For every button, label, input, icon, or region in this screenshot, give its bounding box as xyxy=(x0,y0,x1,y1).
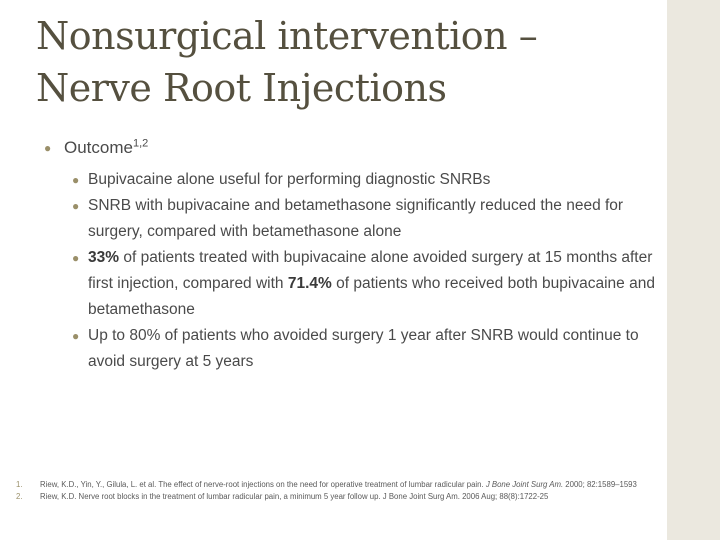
bullet-icon: ● xyxy=(44,141,52,155)
reference-item xyxy=(16,492,656,503)
reference-text: Riew, K.D. Nerve root blocks in the treatment of lumbar radicular pain, a minimum 5 year follow up. J Bone Joint Surg Am. 2006 Aug; 88(8):1722-25 xyxy=(40,491,549,501)
sub-bullet-text: Up to 80% of patients who avoided surgery 1 year after SNRB would continue to avoid surgery at 5 years xyxy=(88,327,639,370)
sub-bullet-item xyxy=(30,167,660,193)
outcome-bullet xyxy=(30,135,660,161)
bullet-icon: ● xyxy=(72,173,80,187)
stat-bupivacaine-alone: 33% xyxy=(88,249,120,266)
sub-bullet-text: of patients treated with bupivacaine alone avoided surgery at 15 months after first injection, compared with xyxy=(88,249,653,292)
decorative-side-bar xyxy=(667,0,720,540)
content-body xyxy=(30,135,660,375)
sub-bullet-text: Bupivacaine alone useful for performing diagnostic SNRBs xyxy=(88,171,491,188)
reference-item xyxy=(16,480,656,491)
title-line-2: Nerve Root Injections xyxy=(36,66,447,110)
sub-bullet-item xyxy=(30,245,660,323)
sub-bullet-text: SNRB with bupivacaine and betamethasone significantly reduced the need for surgery, compared with betamethasone alone xyxy=(88,197,624,240)
slide-title xyxy=(36,10,656,114)
sub-bullet-item xyxy=(30,323,660,375)
outcome-sub-list xyxy=(30,167,660,375)
bullet-icon: ● xyxy=(72,251,80,265)
bullet-icon: ● xyxy=(72,329,80,343)
sub-bullet-text: of patients who received both bupivacaine and betamethasone xyxy=(88,275,655,318)
outcome-superscript: 1,2 xyxy=(132,137,149,150)
reference-citation: 2000; 82:1589–1593 xyxy=(563,480,637,489)
reference-number: 2. xyxy=(16,491,23,501)
bullet-icon: ● xyxy=(72,199,80,213)
title-line-1: Nonsurgical intervention – xyxy=(36,14,538,58)
reference-text: Riew, K.D., Yin, Y., Gilula, L. et al. The effect of nerve-root injections on the need for operative treatment of lumbar radicular pain. xyxy=(40,480,486,489)
reference-journal: J Bone Joint Surg Am. xyxy=(485,480,564,489)
outcome-label: Outcome xyxy=(64,138,133,157)
references-list xyxy=(16,480,656,503)
sub-bullet-item xyxy=(30,193,660,245)
stat-combined: 71.4% xyxy=(287,275,332,292)
reference-number: 1. xyxy=(16,480,23,489)
